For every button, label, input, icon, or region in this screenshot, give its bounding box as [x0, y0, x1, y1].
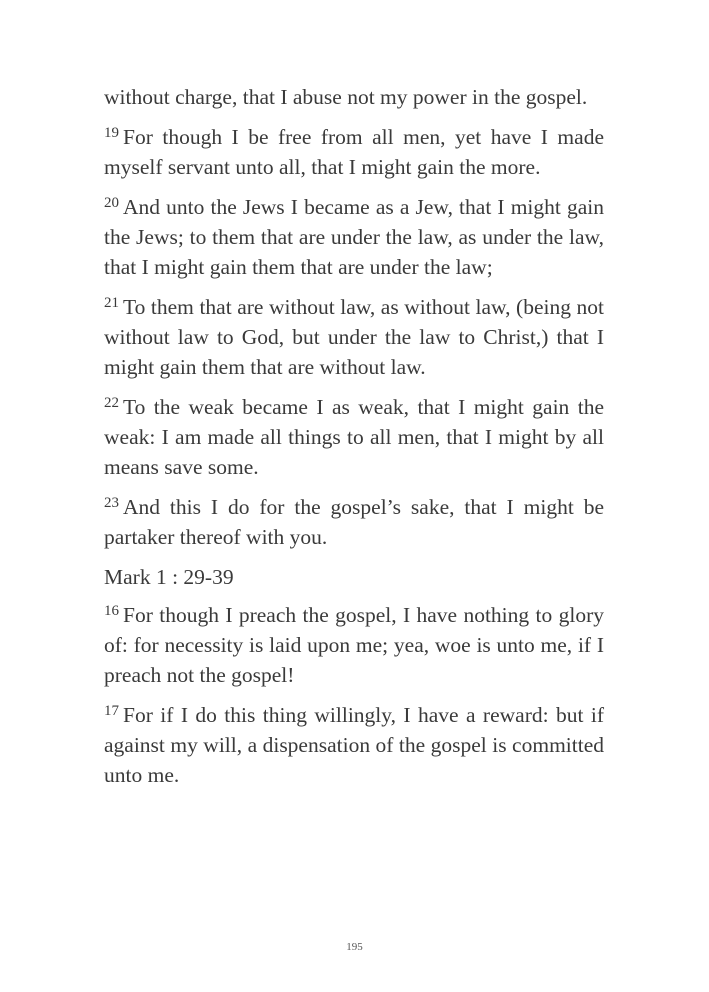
verse-19 — [104, 122, 604, 182]
verse-text: For though I be free from all men, yet have I made myself servant unto all, that I might gain the more. — [104, 125, 604, 179]
verse-number: 22 — [104, 395, 119, 411]
verse-23 — [104, 492, 604, 552]
section-heading: Mark 1 : 29-39 — [104, 565, 234, 589]
verse-number: 19 — [104, 125, 119, 141]
page-content — [104, 82, 604, 800]
verse-text: To the weak became I as weak, that I might gain the weak: I am made all things to all men, that I might by all means save some. — [104, 395, 604, 479]
verse-number: 20 — [104, 195, 119, 211]
verse-20 — [104, 192, 604, 282]
page-number: 195 — [346, 941, 363, 953]
verse-text: For if I do this thing willingly, I have a reward: but if against my will, a dispensation of the gospel is committed unto me. — [104, 703, 604, 787]
verse-text: For though I preach the gospel, I have nothing to glory of: for necessity is laid upon me; yea, woe is unto me, if I preach not the gospel! — [104, 603, 604, 687]
verse-22 — [104, 392, 604, 482]
verse-17 — [104, 700, 604, 790]
verse-number: 16 — [104, 603, 119, 619]
verse-16 — [104, 600, 604, 690]
verse-number: 23 — [104, 495, 119, 511]
verse-number: 21 — [104, 295, 119, 311]
verse-text: And unto the Jews I became as a Jew, that I might gain the Jews; to them that are under the law, as under the law, that I might gain them that are under the law; — [104, 195, 604, 279]
verse-number: 17 — [104, 703, 119, 719]
verse-21 — [104, 292, 604, 382]
verse-text: To them that are without law, as without law, (being not without law to God, but under the law to Christ,) that I might gain them that are without law. — [104, 295, 604, 379]
verse-text: And this I do for the gospel’s sake, that I might be partaker thereof with you. — [104, 495, 604, 549]
continuation-text: without charge, that I abuse not my power in the gospel. — [104, 85, 588, 109]
